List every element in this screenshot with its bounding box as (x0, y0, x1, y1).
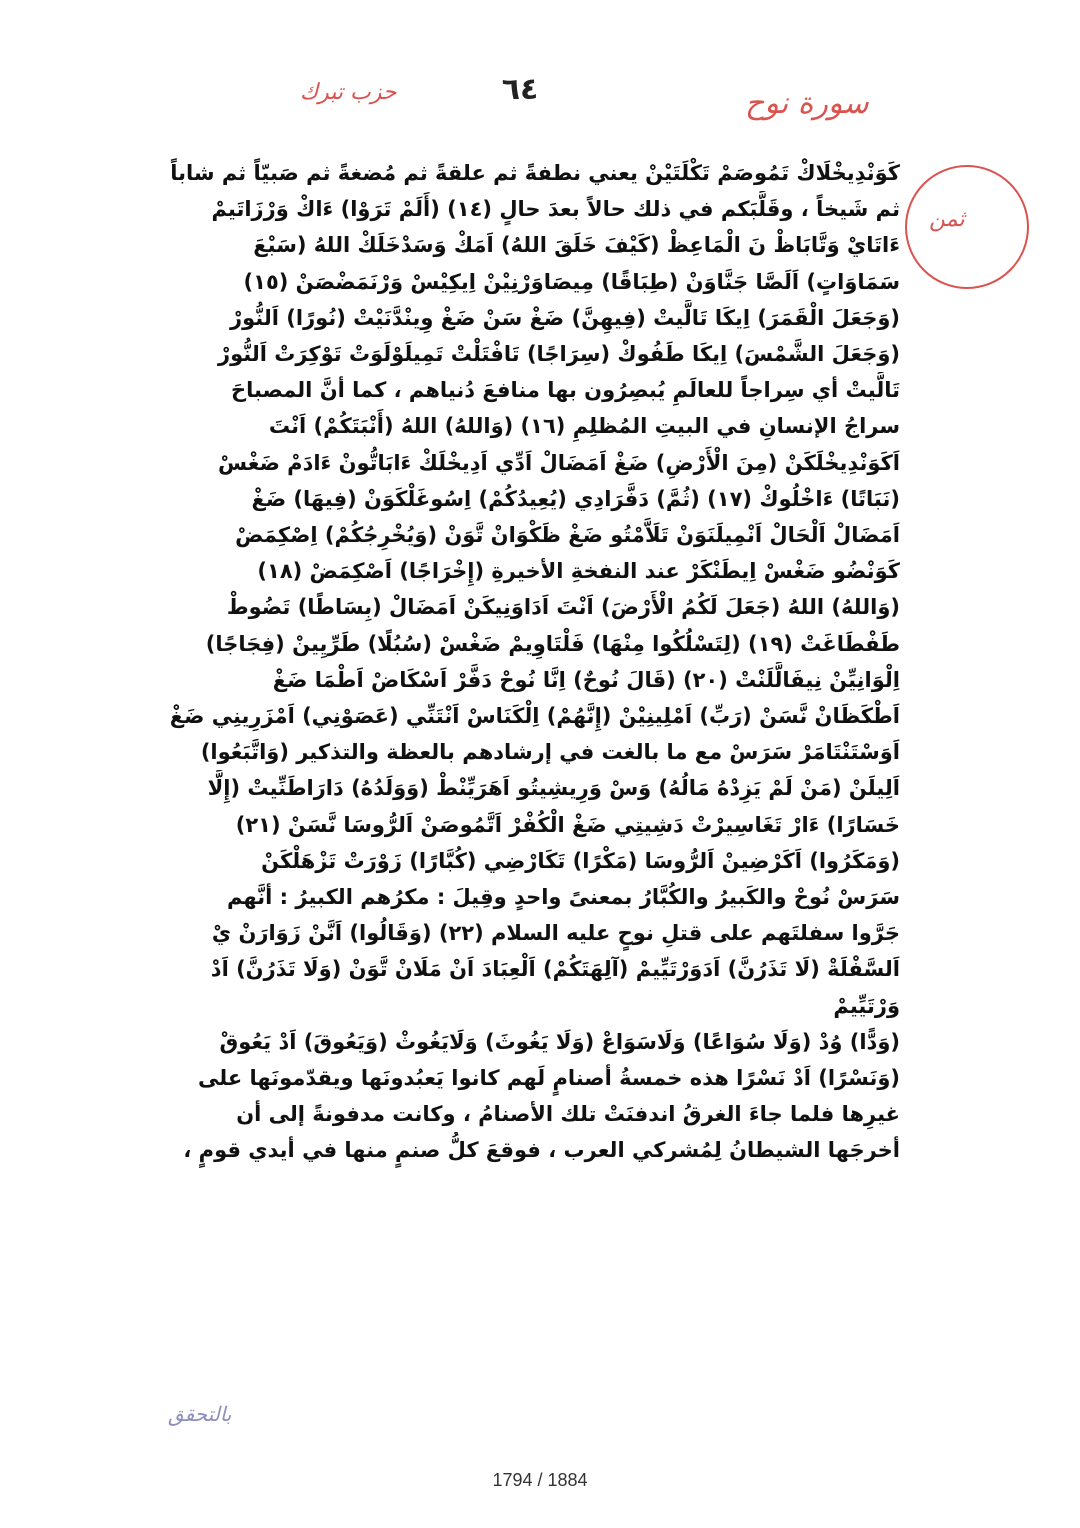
text-line: (وَجَعَلَ الشَّمْسَ) اِيكَا طَفُوكْ (سِرَاجًا) تَافْتَلْتْ تَمِيلَوْلَوَتْ تَوْكِرَتْ اَلنُّورْ (218, 342, 900, 367)
text-line: طَفْطَاغَتْ (١٩) (لِتَسْلُكُوا مِنْهَا) فَلْتَاوِيمْ ضَغْسْ (سُبُلًا) طَرِّيِينْ (فِجَاجًا) (205, 631, 900, 656)
text-line: سَمَاوَاتٍ) اَلَصَّا جَنَّاوَنْ (طِبَاقًا) مِيصَاوَرْنِيْنْ اِيكِيْسْ وَرْنَمَضْصَنْ (١٥) (243, 269, 900, 294)
page-number: ٦٤ (501, 72, 539, 107)
text-line: (وَجَعَلَ الْقَمَرَ) اِيكَا تَالَّيتْ (فِيهِنَّ) ضَغْ سَنْ ضَغْ وِينْدَّنَيْتْ (نُورًا) اَلنُّورْ (230, 305, 900, 330)
text-line: ثم شَيخاً ، وقَلَّبَكم في ذلك حالاً بعدَ حالٍ (١٤) (أَلَمْ تَرَوْا) ءَاكْ وَرْزَاتَيمْ (211, 197, 900, 222)
text-line: ءَاتَايْ وَتَّابَاظْ نَ الْمَاعِظْ (كَيْفَ خَلَقَ اللهُ) اَمَكْ وَسَدْخَلَكْ اللهُ (سَبْعَ (253, 233, 900, 258)
handwritten-note-bottom: بالتحقق (168, 1402, 232, 1426)
page-indicator: 1794 / 1884 (492, 1470, 588, 1490)
text-line: كَوَنْدِيخْلَاكْ تَمُوصَمْ تَكْلَتَيْنْ يعني نطفةً ثم علقةً ثم مُضغةً ثم صَبيّاً ثم شاباً (170, 161, 900, 185)
text-line: وَرْتَيِّيمْ (833, 993, 900, 1018)
handwritten-note-right: سورة نوح (745, 86, 869, 121)
text-line: خَسَارًا) ءَارْ تَغَاسِيرْتْ دَشِيتِي ضَغْ الْكُفْرْ اَتَّمُوصَنْ اَلرُّوسَا نَّسَنْ (٢١) (235, 812, 900, 837)
text-line: (وَمَكَرُوا) اَكَرْضِينْ اَلرُّوسَا (مَكْرًا) تَكَارْضِي (كُبَّارًا) زَوْرَتْ تَزْهَلْكَنْ (261, 848, 900, 873)
text-line: اَمَضَالْ اَلْحَالْ اَنْمِيلَنَوَنْ تَلَاَّمْتُو ضَغْ ظَكْوَانْ تَّوَنْ (وَيُخْرِجُكُمْ) اِصْكِمَضْ (235, 523, 900, 548)
text-line: اَلِيلَنْ (مَنْ لَمْ يَزِدْهُ مَالُهُ) وَسْ وَرِيشِيتُو اَهَرَيِّنْطْ (وَوَلَدُهُ) دَارَاطَنِّيتْ (إِلَّا (207, 776, 900, 801)
text-line: تَالَّيتْ أي سِراجاً للعالَمِ يُبصِرُون بها منافعَ دُنياهم ، كما أنَّ المصباحَ (230, 378, 900, 403)
text-line: اَلسَّفْلَةْ (لَا تَذَرُنَّ) اَدَوَرْتَيِّيمْ (آلِهَتَكُمْ) اَلْعِبَادَ اَنْ مَلَانْ تَّوَنْ (وَلَا تَذَرُنَّ) اَدْ (210, 957, 900, 982)
text-line: اَكَوَنْدِيخْلَكَنْ (مِنَ الْأَرْضِ) ضَغْ اَمَضَالْ اَدِّي اَدِيخْلَكْ ءَابَاتُّونْ ءَادَمْ ضَغْسْ (218, 450, 900, 475)
text-line: اَوَسْتَنْتَامَرْ سَرَسْ مع ما بالغت في إرشادهم بالعظة والتذكير (وَاتَّبَعُوا) (200, 740, 900, 765)
text-line: غيرِها فلما جاءَ الغرقُ اندفنَتْ تلك الأصنامُ ، وكانت مدفونةً إلى أن (236, 1102, 900, 1127)
margin-note-text: ثمن (929, 207, 965, 232)
text-line: اِلْوَانِيِّنْ نِيفَالَّلَنْتْ (٢٠) (قَالَ نُوحٌ) اِنَّا نُوحْ دَفَّرْ اَسْكَاضْ اَطْمَا ضَغْ (272, 667, 900, 692)
margin-circle-annotation (905, 165, 1029, 289)
text-line: (وَاللهُ) اللهُ (جَعَلَ لَكُمُ الْأَرْضَ) اَنْتَ اَدَاوَنِيكَنْ اَمَضَالْ (بِسَاطًا) تَضُوطْ (226, 595, 900, 620)
text-line: سَرَسْ نُوحْ والكَبيرُ والكُبَّارُ بمعنىً واحدٍ وقِيلَ : مكرُهم الكبيرُ : أنَّهم (226, 885, 900, 910)
text-line: (وَنَسْرًا) اَدْ نَسْرًا هذه خمسةُ أصنامٍ لَهم كانوا يَعبُدونَها ويقدّمونَها على (198, 1066, 900, 1091)
text-line: اَطْكَظَانْ نَّسَنْ (رَبِّ) اَمْلِينِيْنْ (إِنَّهُمْ) اِلْكَنَاسْ اَنْتَنِّي (عَصَوْنِي) اَمْزَرِينِي ضَغْ (169, 704, 900, 729)
text-line: جَرَّوا سفلتَهم على قتلِ نوحٍ عليه السلام (٢٢) (وَقَالُوا) اَنَّنْ زَوَارَنْ يْ (211, 921, 900, 946)
text-line: أخرجَها الشيطانُ لِمُشركي العرب ، فوقعَ كلُّ صنمٍ منها في أيدي قومٍ ، (183, 1138, 900, 1163)
text-line: سراجُ الإنسانِ في البيتِ المُظلِمِ (١٦) (وَاللهُ) اللهُ (أَنْبَتَكُمْ) اَنْتَ (268, 414, 900, 439)
page-body-text (132, 155, 900, 1169)
text-line: (نَبَاتًا) ءَاخْلُوكْ (١٧) (ثُمَّ) دَفَّرَادِي (يُعِيدُكُمْ) اِسُوغَلْكَوَنْ (فِيهَا) ضَغْ (251, 486, 900, 511)
text-line: كَوَنْضُو ضَغْسْ اِيطَنْكَرْ عند النفخةِ الأخيرةِ (إِخْرَاجًا) اَصْكِمَضْ (١٨) (257, 559, 900, 584)
text-line: (وَدًّا) وُدْ (وَلَا سُوَاعًا) وَلَاسَوَاعْ (وَلَا يَغُوثَ) وَلَايَغُوثْ (وَيَعُوقَ) اَدْ يَعُوقْ (219, 1029, 900, 1054)
handwritten-note-left: حزب تبرك (300, 80, 397, 105)
